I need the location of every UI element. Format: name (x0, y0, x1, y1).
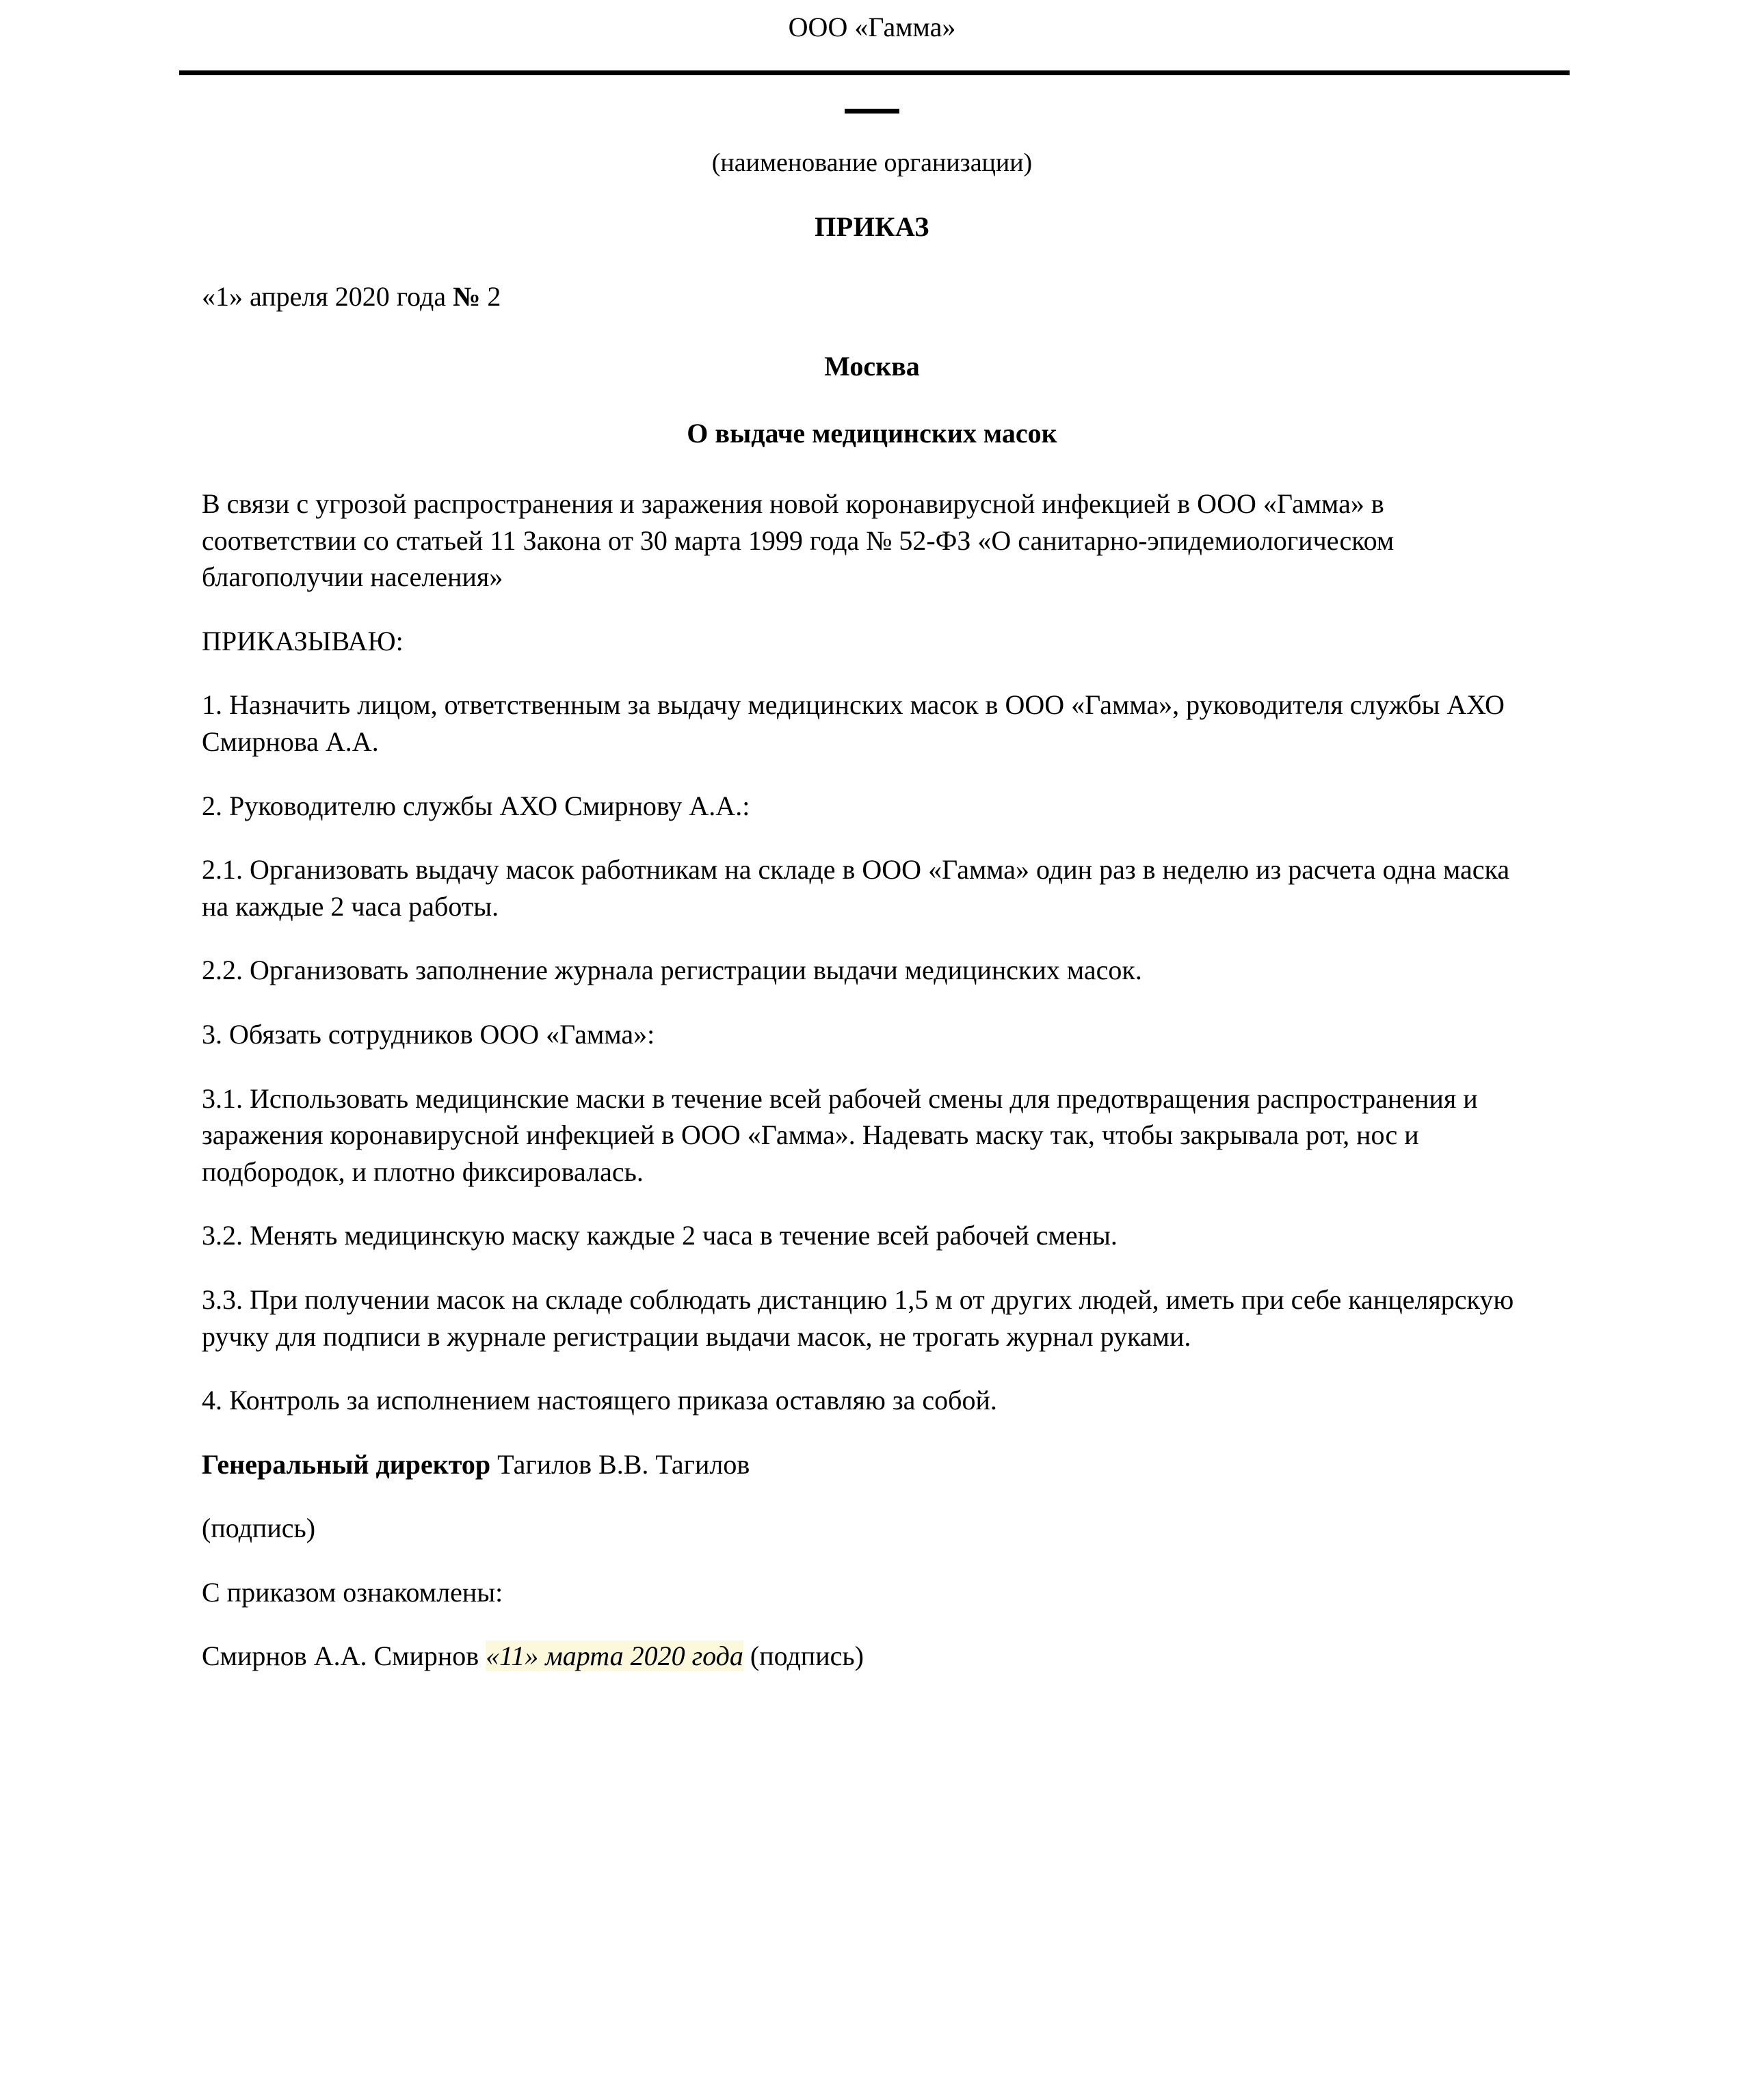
order-item-2: 2. Руководителю службы АХО Смирнову А.А.: (202, 790, 750, 821)
document-date: «1» апреля 2020 года (202, 281, 453, 312)
organization-name: ООО «Гамма» (788, 12, 956, 42)
order-item-3-2: 3.2. Менять медицинскую маску каждые 2 часа в течение всей рабочей смены. (202, 1220, 1118, 1251)
signature-caption: (подпись) (202, 1513, 316, 1544)
order-item-3: 3. Обязать сотрудников ООО «Гамма»: (202, 1018, 655, 1050)
document-subject: О выдаче медицинских масок (687, 418, 1057, 449)
short-dash-container (0, 75, 1744, 121)
acknowledge-signature-caption: (подпись) (743, 1640, 864, 1672)
document-city: Москва (824, 351, 920, 382)
order-keyword: ПРИКАЗЫВАЮ: (202, 625, 404, 656)
order-item-3-1: 3.1. Использовать медицинские маски в течение всей рабочей смены для предотвращения распространения и заражения коронавирусной инфекцией в ООО «Гамма». Надевать маску так, чтобы закрывала рот, нос и подбородок, и плотно фиксировалась. (202, 1082, 1478, 1187)
document-date-number (0, 241, 1744, 310)
signatory-name: Тагилов В.В. Тагилов (490, 1448, 750, 1480)
order-item-4: 4. Контроль за исполнением настоящего приказа оставляю за собой. (202, 1385, 997, 1416)
short-dash-rule (845, 109, 899, 114)
header-rule-container (0, 41, 1744, 75)
acknowledge-label: С приказом ознакомлены: (202, 1576, 503, 1608)
document-number: 2 (480, 281, 501, 312)
organization-caption: (наименование организации) (711, 148, 1033, 177)
order-item-3-3: 3.3. При получении масок на складе соблюдать дистанцию 1,5 м от других людей, иметь при себе канцелярскую ручку для подписи в журнале регистрации выдачи масок, не трогать журнал руками. (202, 1284, 1514, 1352)
order-item-1: 1. Назначить лицом, ответственным за выдачу медицинских масок в ООО «Гамма», руководителя службы АХО Смирнова А.А. (202, 689, 1505, 757)
acknowledge-line (202, 1638, 1525, 1675)
acknowledge-date-highlighted: «11» марта 2020 года (486, 1640, 743, 1672)
preamble-paragraph: В связи с угрозой распространения и заражения новой коронавирусной инфекцией в ООО «Гамма» в соответствии со статьей 11 Закона от 30 марта 1999 года № 52-ФЗ «О санитарно-эпидемиологическом благополучии населения» (202, 488, 1395, 593)
order-item-2-2: 2.2. Организовать заполнение журнала регистрации выдачи медицинских масок. (202, 955, 1142, 986)
signatory-position: Генеральный директор (202, 1448, 491, 1480)
document-title: ПРИКАЗ (815, 211, 929, 242)
number-sign-symbol: № (453, 281, 481, 312)
signatory-line (202, 1446, 1525, 1483)
document-body (0, 447, 1744, 1675)
header-horizontal-rule (179, 70, 1570, 75)
order-item-2-1: 2.1. Организовать выдачу масок работникам на складе в ООО «Гамма» один раз в неделю из расчета одна маска на каждые 2 часа работы. (202, 854, 1510, 922)
acknowledge-person: Смирнов А.А. Смирнов (202, 1640, 486, 1672)
